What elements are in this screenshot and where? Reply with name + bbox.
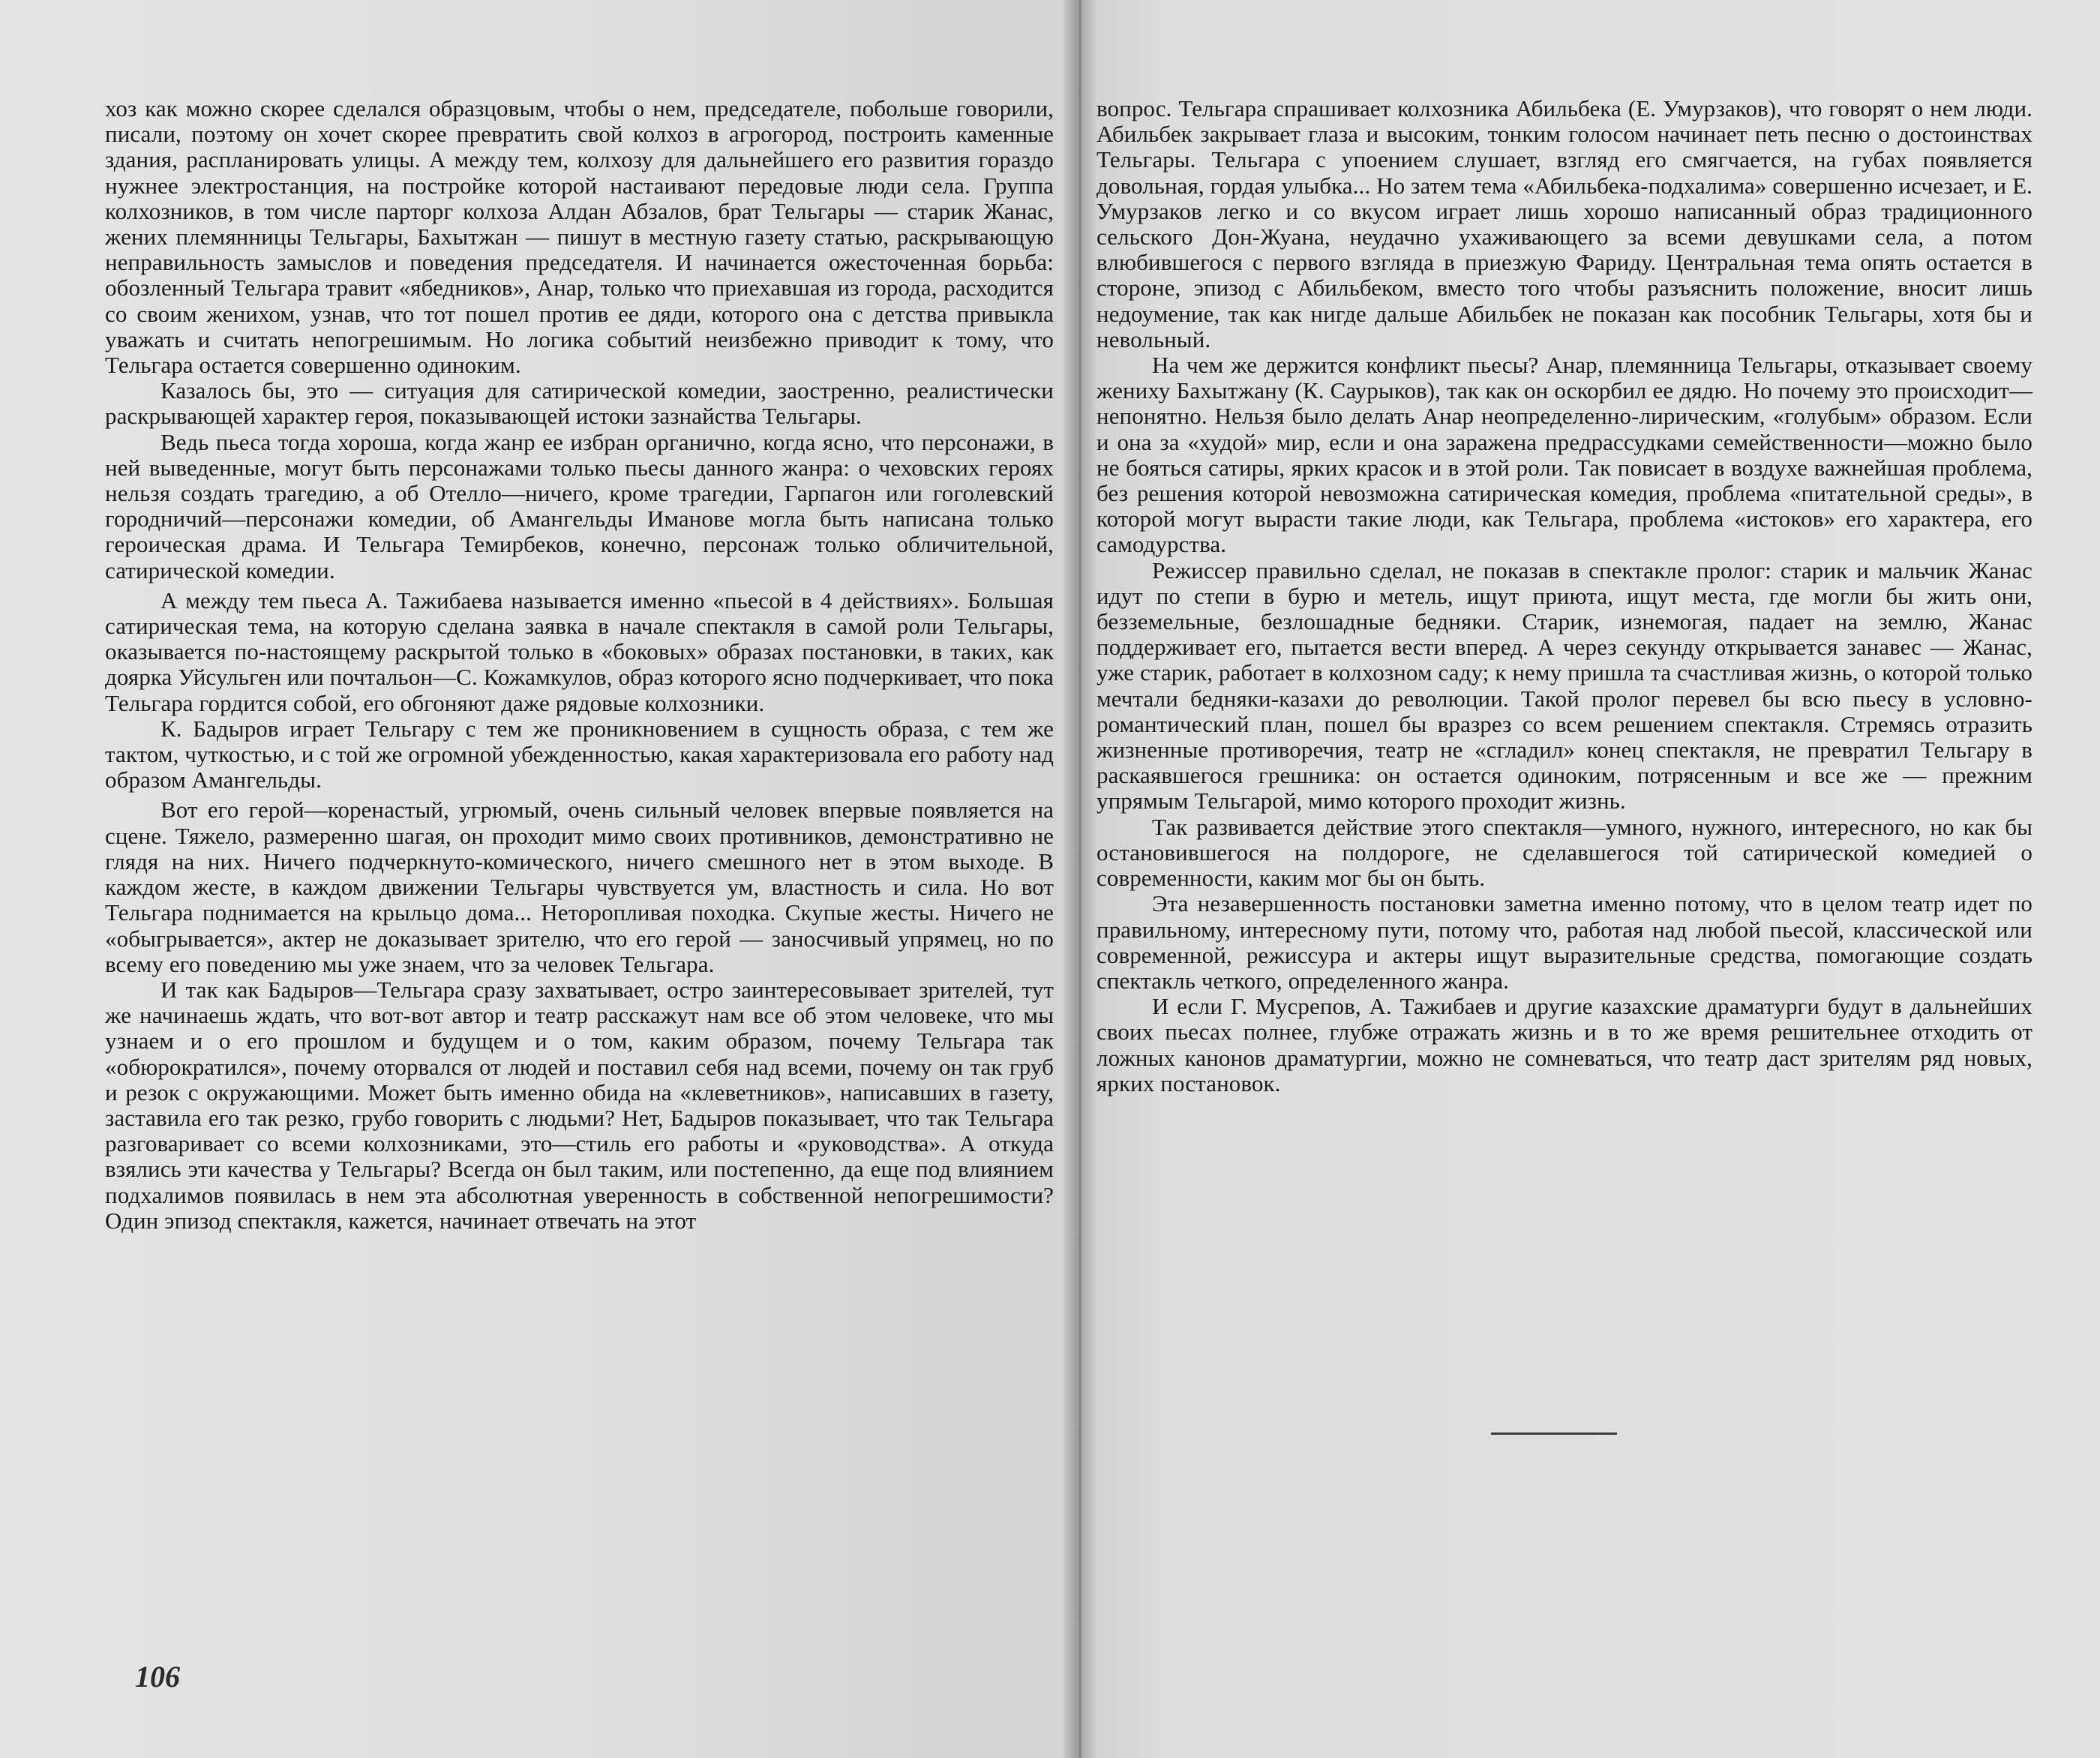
end-rule [1491,1432,1617,1435]
paragraph: А между тем пьеса А. Тажибаева называется именно «пьесой в 4 действиях». Большая сатирическая тема, на которую сделана заявка в начале спектакля в самой роли Тельгары, оказывается по-настоящему раскрытой только в «боковых» образах постановки, в таких, как доярка Уйсульген или почтальон—С. Кожамкулов, образ которого ясно подчеркивает, что пока Тельгара гордится собой, его обгоняют даже рядовые колхозники. [105,586,1054,716]
paragraph: На чем же держится конфликт пьесы? Анар, племянница Тельгары, отказывает своему жениху Бахытжану (К. Саурыков), так как он оскорбил ее дядю. Но почему это происходит—непонятно. Нельзя было делать Анар неопределенно-лирическим, «голубым» образом. Если и она за «худой» мир, если и она заражена предрассудками семейственности—можно было не бояться сатиры, ярких красок и в этой роли. Так повисает в воздухе важнейшая проблема, без решения которой невозможна сатирическая комедия, проблема «питательной среды», в которой могут вырасти такие люди, как Тельгара, проблема «истоков» его характера, его самодурства. [1096,352,2032,558]
left-text-column [105,96,1054,1234]
paragraph: вопрос. Тельгара спрашивает колхозника Абильбека (Е. Умурзаков), что говорят о нем люди. Абильбек закрывает глаза и высоким, тонким голосом начинает петь песню о достоинствах Тельгары. Тельгара с упоением слушает, взгляд его смягчается, на губах появляется довольная, гордая улыбка... Но затем тема «Абильбека-подхалима» совершенно исчезает, и Е. Умурзаков легко и со вкусом играет лишь хорошо написанный образ традиционного сельского Дон-Жуана, неудачно ухаживающего за всеми девушками села, а потом влюбившегося с первого взгляда в приезжую Фариду. Центральная тема опять остается в стороне, эпизод с Абильбеком, вместо того чтобы разъяснить положение, вносит лишь недоумение, так как нигде дальше Абильбек не показан как пособник Тельгары, хотя бы и невольный. [1096,95,2032,352]
paragraph: Ведь пьеса тогда хороша, когда жанр ее избран органично, когда ясно, что персонажи, в ней выведенные, могут быть персонажами только пьесы данного жанра: о чеховских героях нельзя создать трагедию, а об Отелло—ничего, кроме трагедии, Гарпагон или гоголевский городничий—персонажи комедии, об Амангельды Иманове могла быть написана только героическая драма. И Тельгара Темирбеков, конечно, персонаж только обличительной, сатирической комедии. [105,428,1054,584]
paragraph: И так как Бадыров—Тельгара сразу захватывает, остро заинтересовывает зрителей, тут же начинаешь ждать, что вот-вот автор и театр расскажут нам все об этом человеке, что мы узнаем и о его прошлом и будущем и о том, каким образом, почему Тельгара так «обюрократился», почему оторвался от людей и поставил себя над всеми, почему он так груб и резок с окружающими. Может быть именно обида на «клеветников», написавших в газету, заставила его так резко, грубо говорить с людьми? Нет, Бадыров показывает, что так Тельгара разговаривает со всеми колхозниками, это—стиль его работы и «руководства». А откуда взялись эти качества у Тельгары? Всегда он был таким, или постепенно, да еще под влиянием подхалимов появилась в нем эта абсолютная уверенность в собственной непогрешимости? Один эпизод спектакля, кажется, начинает отвечать на этот [105,976,1054,1234]
page-number: 106 [135,1660,180,1694]
paragraph: К. Бадыров играет Тельгару с тем же проникновением в сущность образа, с тем же тактом, чуткостью, и с той же огромной убежденностью, какая характеризовала его работу над образом Амангельды. [105,715,1054,794]
paragraph: Режиссер правильно сделал, не показав в спектакле пролог: старик и мальчик Жанас идут по степи в бурю и метель, ищут приюта, ищут места, где могли бы жить они, безземельные, безлошадные бедняки. Старик, изнемогая, падает на землю, Жанас поддерживает его, пытается вести вперед. А через секунду открывается занавес — Жанас, уже старик, работает в колхозном саду; к нему пришла та счастливая жизнь, о которой только мечтали бедняки-казахи до революции. Такой пролог перевел бы всю пьесу в условно-романтический план, пошел бы вразрез со всем решением спектакля. Стремясь отразить жизненные противоречия, театр не «сгладил» конец спектакля, не превратил Тельгару в раскаявшегося грешника: он остается одиноким, потрясенным и все же — прежним упрямым Тельгарой, мимо которого проходит жизнь. [1096,556,2032,814]
paragraph: Так развивается действие этого спектакля—умного, нужного, интересного, но как бы остановившегося на полдороге, не сделавшегося той сатирической комедией о современности, каким мог бы он быть. [1096,813,2032,892]
paragraph: Эта незавершенность постановки заметна именно потому, что в целом театр идет по правильному, интересному пути, потому что, работая над любой пьесой, классической или современной, режиссура и актеры ищут выразительные средства, помогающие создать спектакль четкого, определенного жанра. [1096,890,2032,994]
paragraph: И если Г. Мусрепов, А. Тажибаев и другие казахские драматурги будут в дальнейших своих пьесах полнее, глубже отражать жизнь и в то же время решительнее отходить от ложных канонов драматургии, можно не сомневаться, что театр даст зрителям ряд новых, ярких постановок. [1096,993,2032,1096]
paragraph: Казалось бы, это — ситуация для сатирической комедии, заостренно, реалистически раскрывающей характер героя, показывающей истоки зазнайства Тельгары. [105,377,1054,430]
paragraph: Вот его герой—коренастый, угрюмый, очень сильный человек впервые появляется на сцене. Тяжело, размеренно шагая, он проходит мимо своих противников, демонстративно не глядя на них. Ничего подчеркнуто-комического, ничего смешного нет в этом выходе. В каждом жесте, в каждом движении Тельгары чувствуется ум, властность и сила. Но вот Тельгара поднимается на крыльцо дома... Неторопливая походка. Скупые жесты. Ничего не «обыгрывается», актер не доказывает зрителю, что его герой — заносчивый упрямец, но по всему его поведению мы уже знаем, что за человек Тельгара. [105,796,1054,977]
paragraph: хоз как можно скорее сделался образцовым, чтобы о нем, председателе, побольше говорили, писали, поэтому он хочет скорее превратить свой колхоз в агрогород, построить каменные здания, распланировать улицы. А между тем, колхозу для дальнейшего его развития гораздо нужнее электростанция, на постройке которой настаивают передовые люди села. Группа колхозников, в том числе парторг колхоза Алдан Абзалов, брат Тельгары — старик Жанас, жених племянницы Тельгары, Бахытжан — пишут в местную газету статью, раскрывающую неправильность замыслов и поведения председателя. И начинается ожесточенная борьба: обозленный Тельгара травит «ябедников», Анар, только что приехавшая из города, расходится со своим женихом, узнав, что тот пошел против ее дяди, которого она с детства привыкла уважать и считать непогрешимым. Но логика событий неизбежно приводит к тому, что Тельгара остается совершенно одиноким. [105,95,1054,379]
right-text-column [1096,96,2032,1096]
book-gutter [1064,0,1096,1758]
